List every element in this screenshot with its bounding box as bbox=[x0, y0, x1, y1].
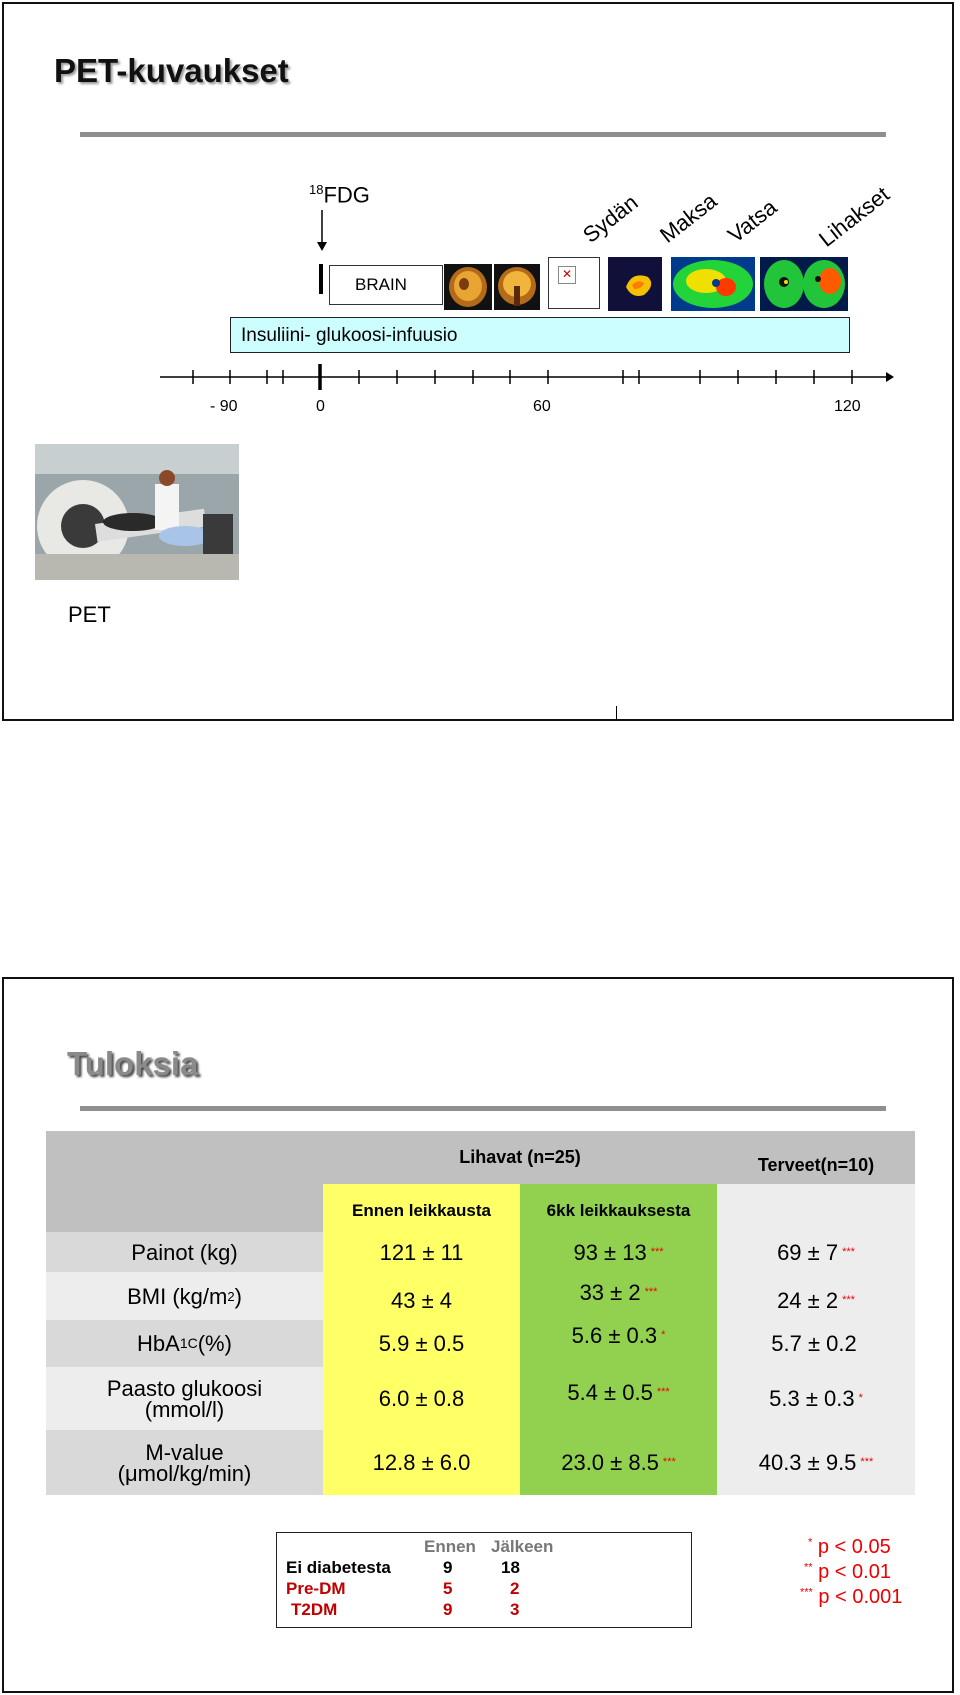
tick-label: 120 bbox=[834, 398, 861, 415]
row-label-m-value: M-value (μmol/kg/min) bbox=[117, 1439, 252, 1486]
brain-scan-box: BRAIN bbox=[329, 265, 443, 305]
after-surgery-header: 6kk leikkauksesta bbox=[546, 1200, 691, 1220]
pvalue-legend-2: ** p < 0.01 bbox=[804, 1561, 891, 1583]
title-rule bbox=[80, 132, 886, 137]
row-label-hba1c: HbA 1C (%) bbox=[137, 1331, 232, 1356]
hba1c-healthy: 5.7 ± 0.2 bbox=[771, 1331, 857, 1356]
timeline-axis bbox=[160, 364, 894, 392]
tracer-arrow-icon bbox=[316, 210, 328, 252]
prediabetes-before: 5 bbox=[443, 1579, 453, 1598]
photo-caption: PET bbox=[68, 602, 111, 627]
no-diabetes-before: 9 bbox=[443, 1558, 453, 1577]
no-diabetes-after: 18 bbox=[501, 1558, 520, 1577]
t2dm-before: 9 bbox=[443, 1600, 453, 1619]
mvalue-after: 23.0 ± 8.5 *** bbox=[561, 1450, 676, 1475]
bmi-after: 33 ± 2 *** bbox=[579, 1279, 658, 1305]
row-label-no-diabetes: Ei diabetesta bbox=[286, 1558, 391, 1577]
organ-label-muscles: Lihakset bbox=[814, 181, 894, 252]
pvalue-legend-3: *** p < 0.001 bbox=[800, 1586, 903, 1608]
tracer-label: $^{18}$FDG bbox=[309, 182, 370, 208]
before-surgery-header: Ennen leikkausta bbox=[352, 1200, 491, 1220]
row-label-bmi: BMI (kg/m 2 ) bbox=[127, 1283, 242, 1309]
row-label-fasting-glucose: Paasto glukoosi (mmol/l) bbox=[106, 1375, 263, 1422]
broken-image-placeholder bbox=[548, 257, 600, 309]
results-table bbox=[46, 1131, 915, 1495]
row-label-prediabetes: Pre-DM bbox=[286, 1579, 346, 1598]
tick-label: 60 bbox=[533, 398, 551, 415]
broken-image-icon: ✕ bbox=[558, 266, 576, 284]
group-healthy-header: Terveet(n=10) bbox=[757, 1154, 875, 1175]
scan-start-marker bbox=[319, 264, 323, 294]
diabetes-status-table bbox=[276, 1532, 692, 1628]
weight-healthy: 69 ± 7 *** bbox=[777, 1239, 855, 1265]
bmi-before: 43 ± 4 bbox=[390, 1287, 452, 1313]
organ-scan-images bbox=[608, 257, 848, 311]
col-header-after: Jälkeen bbox=[491, 1537, 554, 1556]
tick-label: - 90 bbox=[210, 398, 238, 415]
row-label-weight: Painot (kg) bbox=[131, 1239, 238, 1265]
hba1c-after: 5.6 ± 0.3 * bbox=[571, 1323, 666, 1348]
col-header-before: Ennen bbox=[424, 1537, 476, 1556]
organ-label-liver: Maksa bbox=[655, 188, 722, 248]
weight-after: 93 ± 13 *** bbox=[573, 1239, 664, 1265]
pet-scanner-photo bbox=[35, 444, 239, 580]
t2dm-after: 3 bbox=[510, 1600, 520, 1619]
tick-label: 0 bbox=[316, 398, 325, 415]
hba1c-before: 5.9 ± 0.5 bbox=[378, 1331, 465, 1356]
mvalue-before: 12.8 ± 6.0 bbox=[372, 1450, 471, 1475]
mvalue-healthy: 40.3 ± 9.5 *** bbox=[758, 1450, 874, 1475]
bmi-healthy: 24 ± 2 *** bbox=[777, 1287, 855, 1313]
pvalue-legend-1: * p < 0.05 bbox=[808, 1536, 891, 1558]
divider-mark bbox=[616, 706, 617, 720]
weight-before: 121 ± 11 bbox=[379, 1239, 464, 1265]
infusion-bar: Insuliini- glukoosi-infuusio bbox=[230, 317, 850, 353]
glucose-healthy: 5.3 ± 0.3 * bbox=[769, 1386, 863, 1411]
group-obese-header: Lihavat (n=25) bbox=[459, 1146, 581, 1167]
slide-title: PET-kuvaukset bbox=[54, 52, 289, 89]
glucose-after: 5.4 ± 0.5 *** bbox=[567, 1380, 670, 1405]
slide-pet-imaging bbox=[2, 2, 954, 721]
slide-title: Tuloksia bbox=[67, 1045, 199, 1082]
row-label-t2dm: T2DM bbox=[291, 1600, 338, 1619]
organ-label-stomach: Vatsa bbox=[723, 194, 782, 248]
prediabetes-after: 2 bbox=[510, 1579, 520, 1598]
organ-label-heart: Sydän bbox=[578, 189, 643, 248]
glucose-before: 6.0 ± 0.8 bbox=[378, 1386, 465, 1411]
brain-scan-images bbox=[444, 264, 540, 310]
title-rule bbox=[80, 1106, 886, 1111]
